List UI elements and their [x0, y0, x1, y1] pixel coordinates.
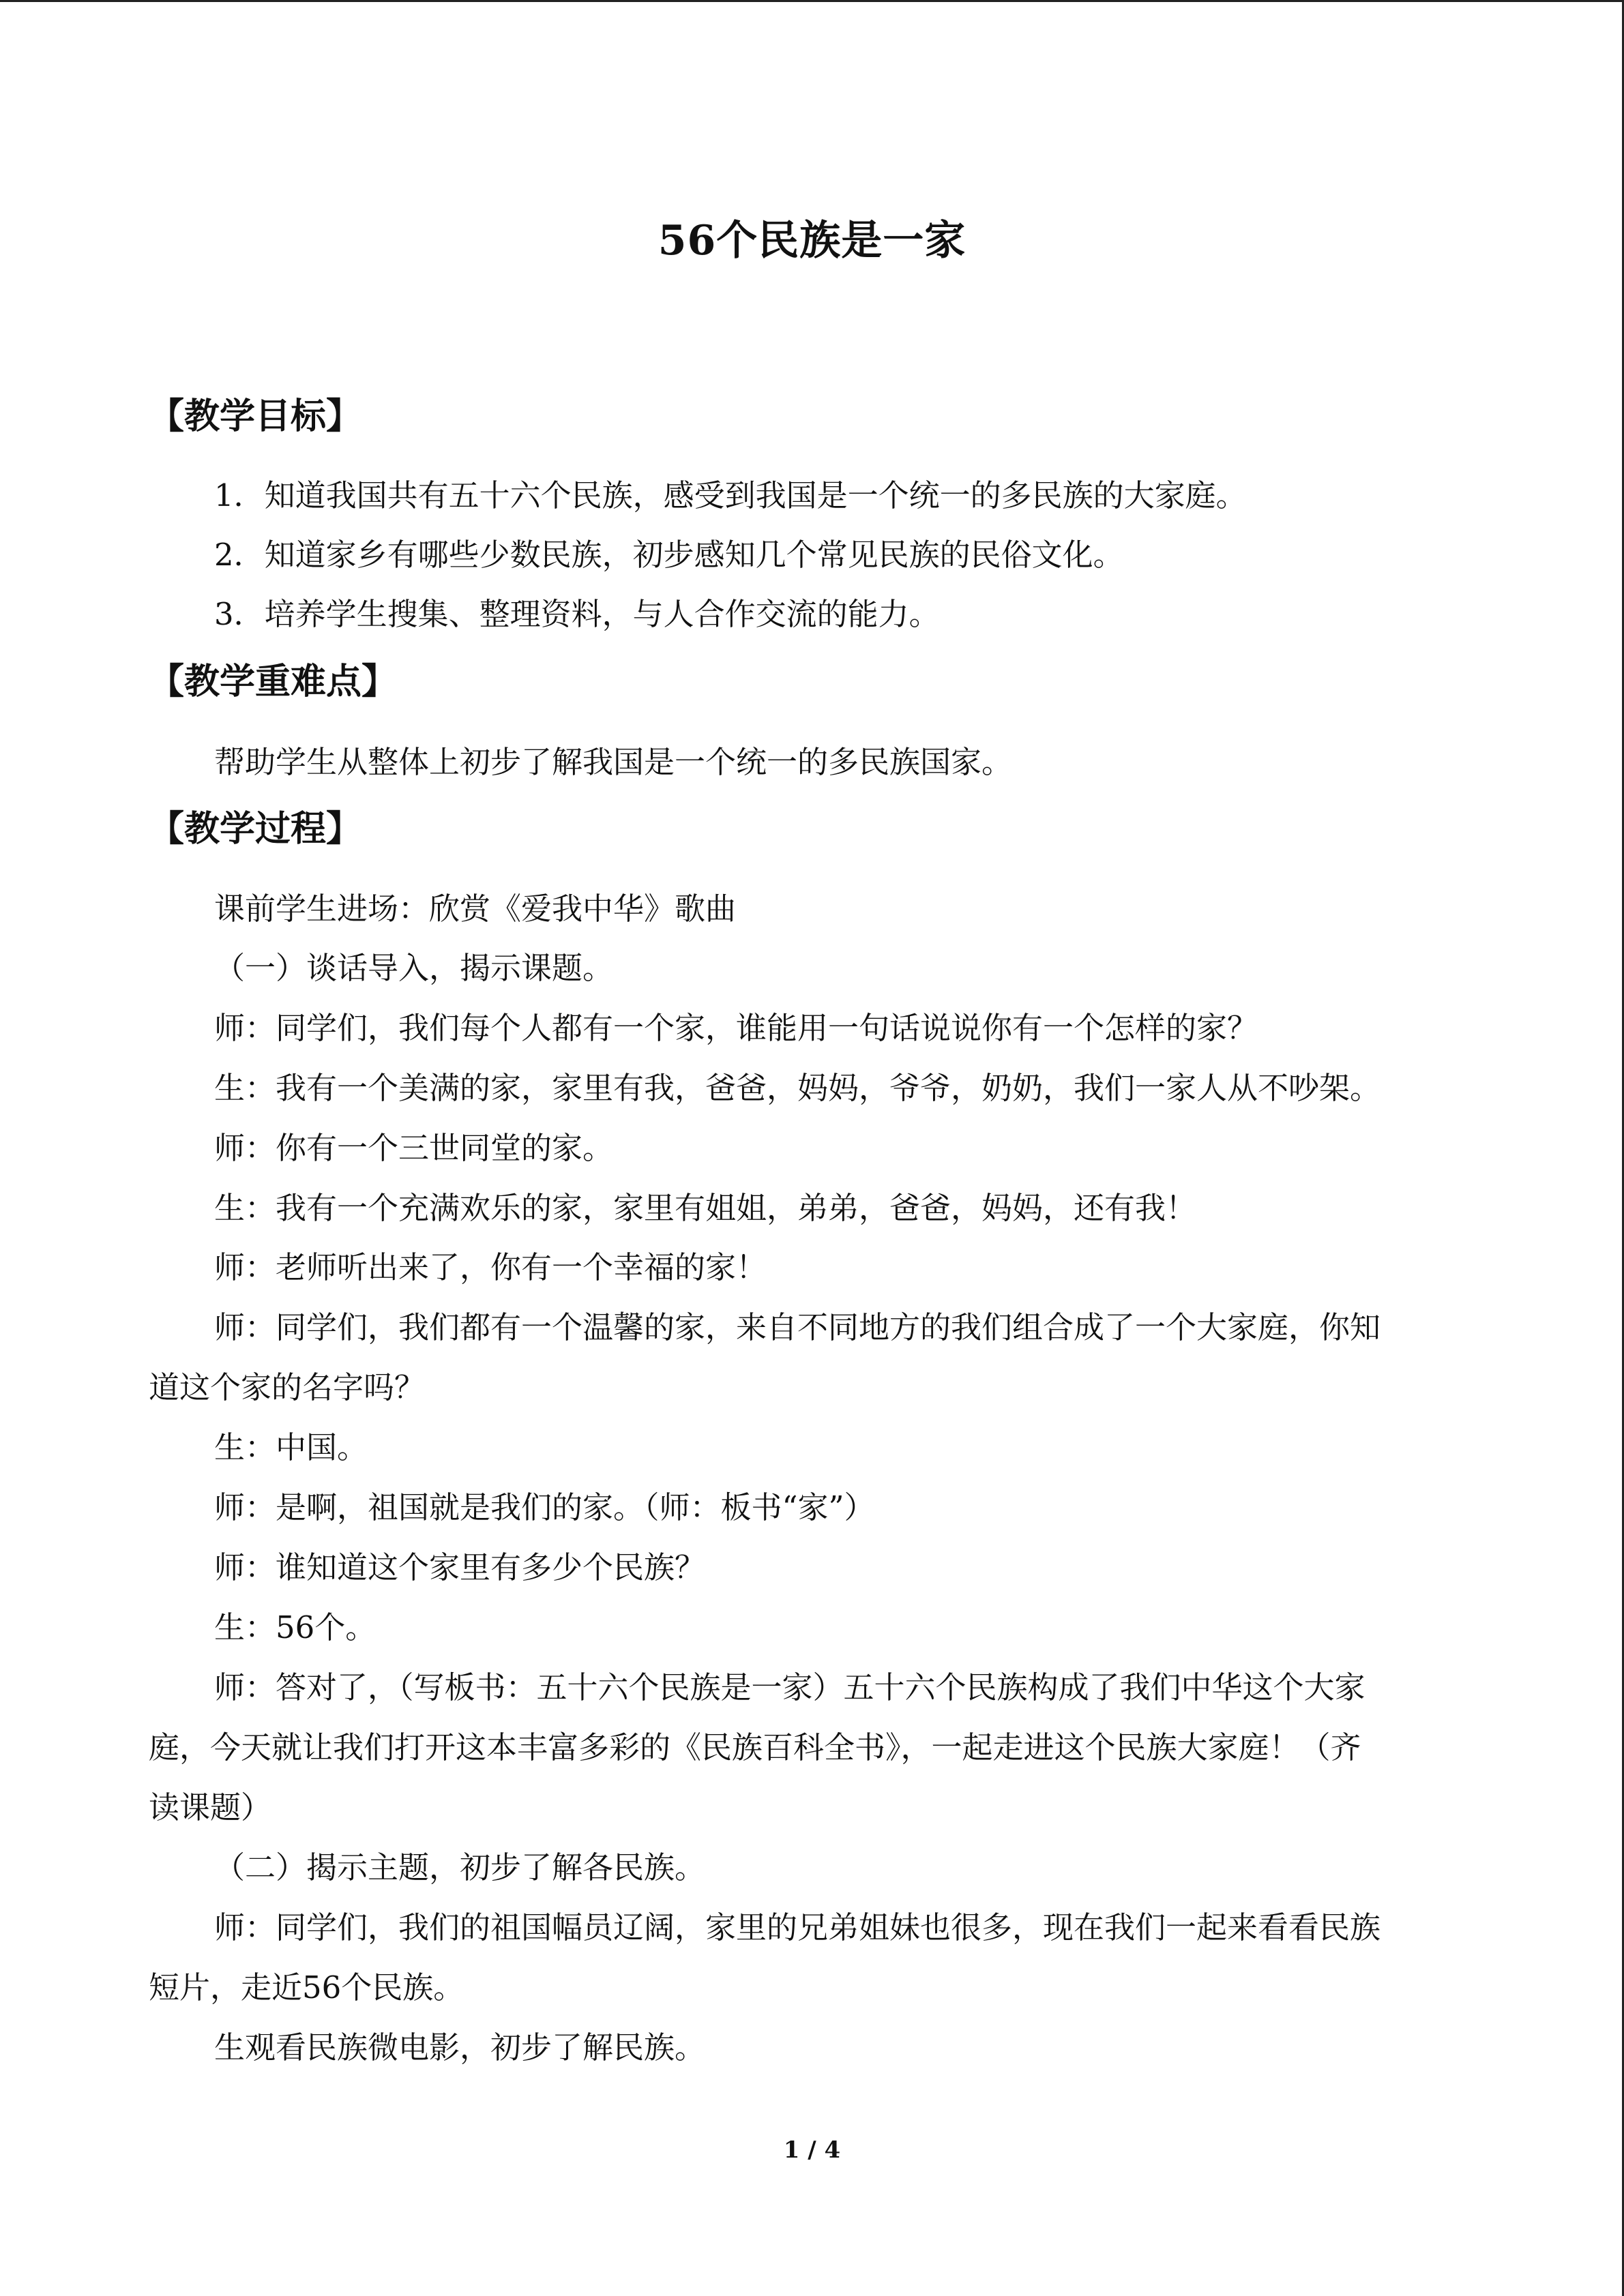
- process-line: 生：中国。: [214, 1429, 368, 1465]
- process-line: 师：你有一个三世同堂的家。: [214, 1130, 614, 1166]
- process-line: （二）揭示主题，初步了解各民族。: [214, 1849, 706, 1885]
- heading-key-points: 【教学重难点】: [149, 661, 398, 702]
- page-title: 56个民族是一家: [658, 217, 966, 265]
- heading-objectives: 【教学目标】: [149, 396, 362, 437]
- process-line: 道这个家的名字吗？: [149, 1369, 426, 1405]
- process-line: 师：老师听出来了，你有一个幸福的家！: [214, 1249, 767, 1285]
- process-line: 师：答对了，（写板书：五十六个民族是一家）五十六个民族构成了我们中华这个大家: [214, 1669, 1365, 1705]
- process-line: 庭，今天就让我们打开这本丰富多彩的《民族百科全书》，一起走进这个民族大家庭！（齐: [149, 1729, 1361, 1765]
- page-number: 1 / 4: [783, 2136, 841, 2164]
- process-line: 师：同学们，我们的祖国幅员辽阔，家里的兄弟姐妹也很多，现在我们一起来看看民族: [214, 1909, 1381, 1945]
- process-line: 课前学生进场：欣赏《爱我中华》歌曲: [214, 891, 737, 927]
- process-line: 师：同学们，我们都有一个温馨的家，来自不同地方的我们组合成了一个大家庭，你知: [214, 1309, 1381, 1345]
- objective-item-3: 3．培养学生搜集、整理资料，与人合作交流的能力。: [214, 596, 940, 632]
- process-line: 读课题）: [149, 1789, 272, 1825]
- process-line: 生：56个。: [214, 1609, 377, 1645]
- key-points-text: 帮助学生从整体上初步了解我国是一个统一的多民族国家。: [214, 744, 1013, 780]
- process-line: （一）谈话导入，揭示课题。: [214, 950, 614, 986]
- process-line: 生：我有一个美满的家，家里有我，爸爸，妈妈，爷爷，奶奶，我们一家人从不吵架。: [214, 1070, 1381, 1106]
- process-line: 短片，走近56个民族。: [149, 1969, 464, 2006]
- process-line: 生观看民族微电影，初步了解民族。: [214, 2029, 706, 2066]
- process-line: 师：谁知道这个家里有多少个民族？: [214, 1549, 706, 1585]
- process-line: 师：是啊，祖国就是我们的家。（师：板书“家”）: [214, 1489, 875, 1525]
- heading-process: 【教学过程】: [149, 808, 362, 850]
- objective-item-2: 2．知道家乡有哪些少数民族，初步感知几个常见民族的民俗文化。: [214, 537, 1124, 573]
- objective-item-1: 1．知道我国共有五十六个民族，感受到我国是一个统一的多民族的大家庭。: [214, 477, 1247, 513]
- process-line: 师：同学们，我们每个人都有一个家，谁能用一句话说说你有一个怎样的家？: [214, 1010, 1258, 1046]
- process-line: 生：我有一个充满欢乐的家，家里有姐姐，弟弟，爸爸，妈妈，还有我！: [214, 1190, 1197, 1226]
